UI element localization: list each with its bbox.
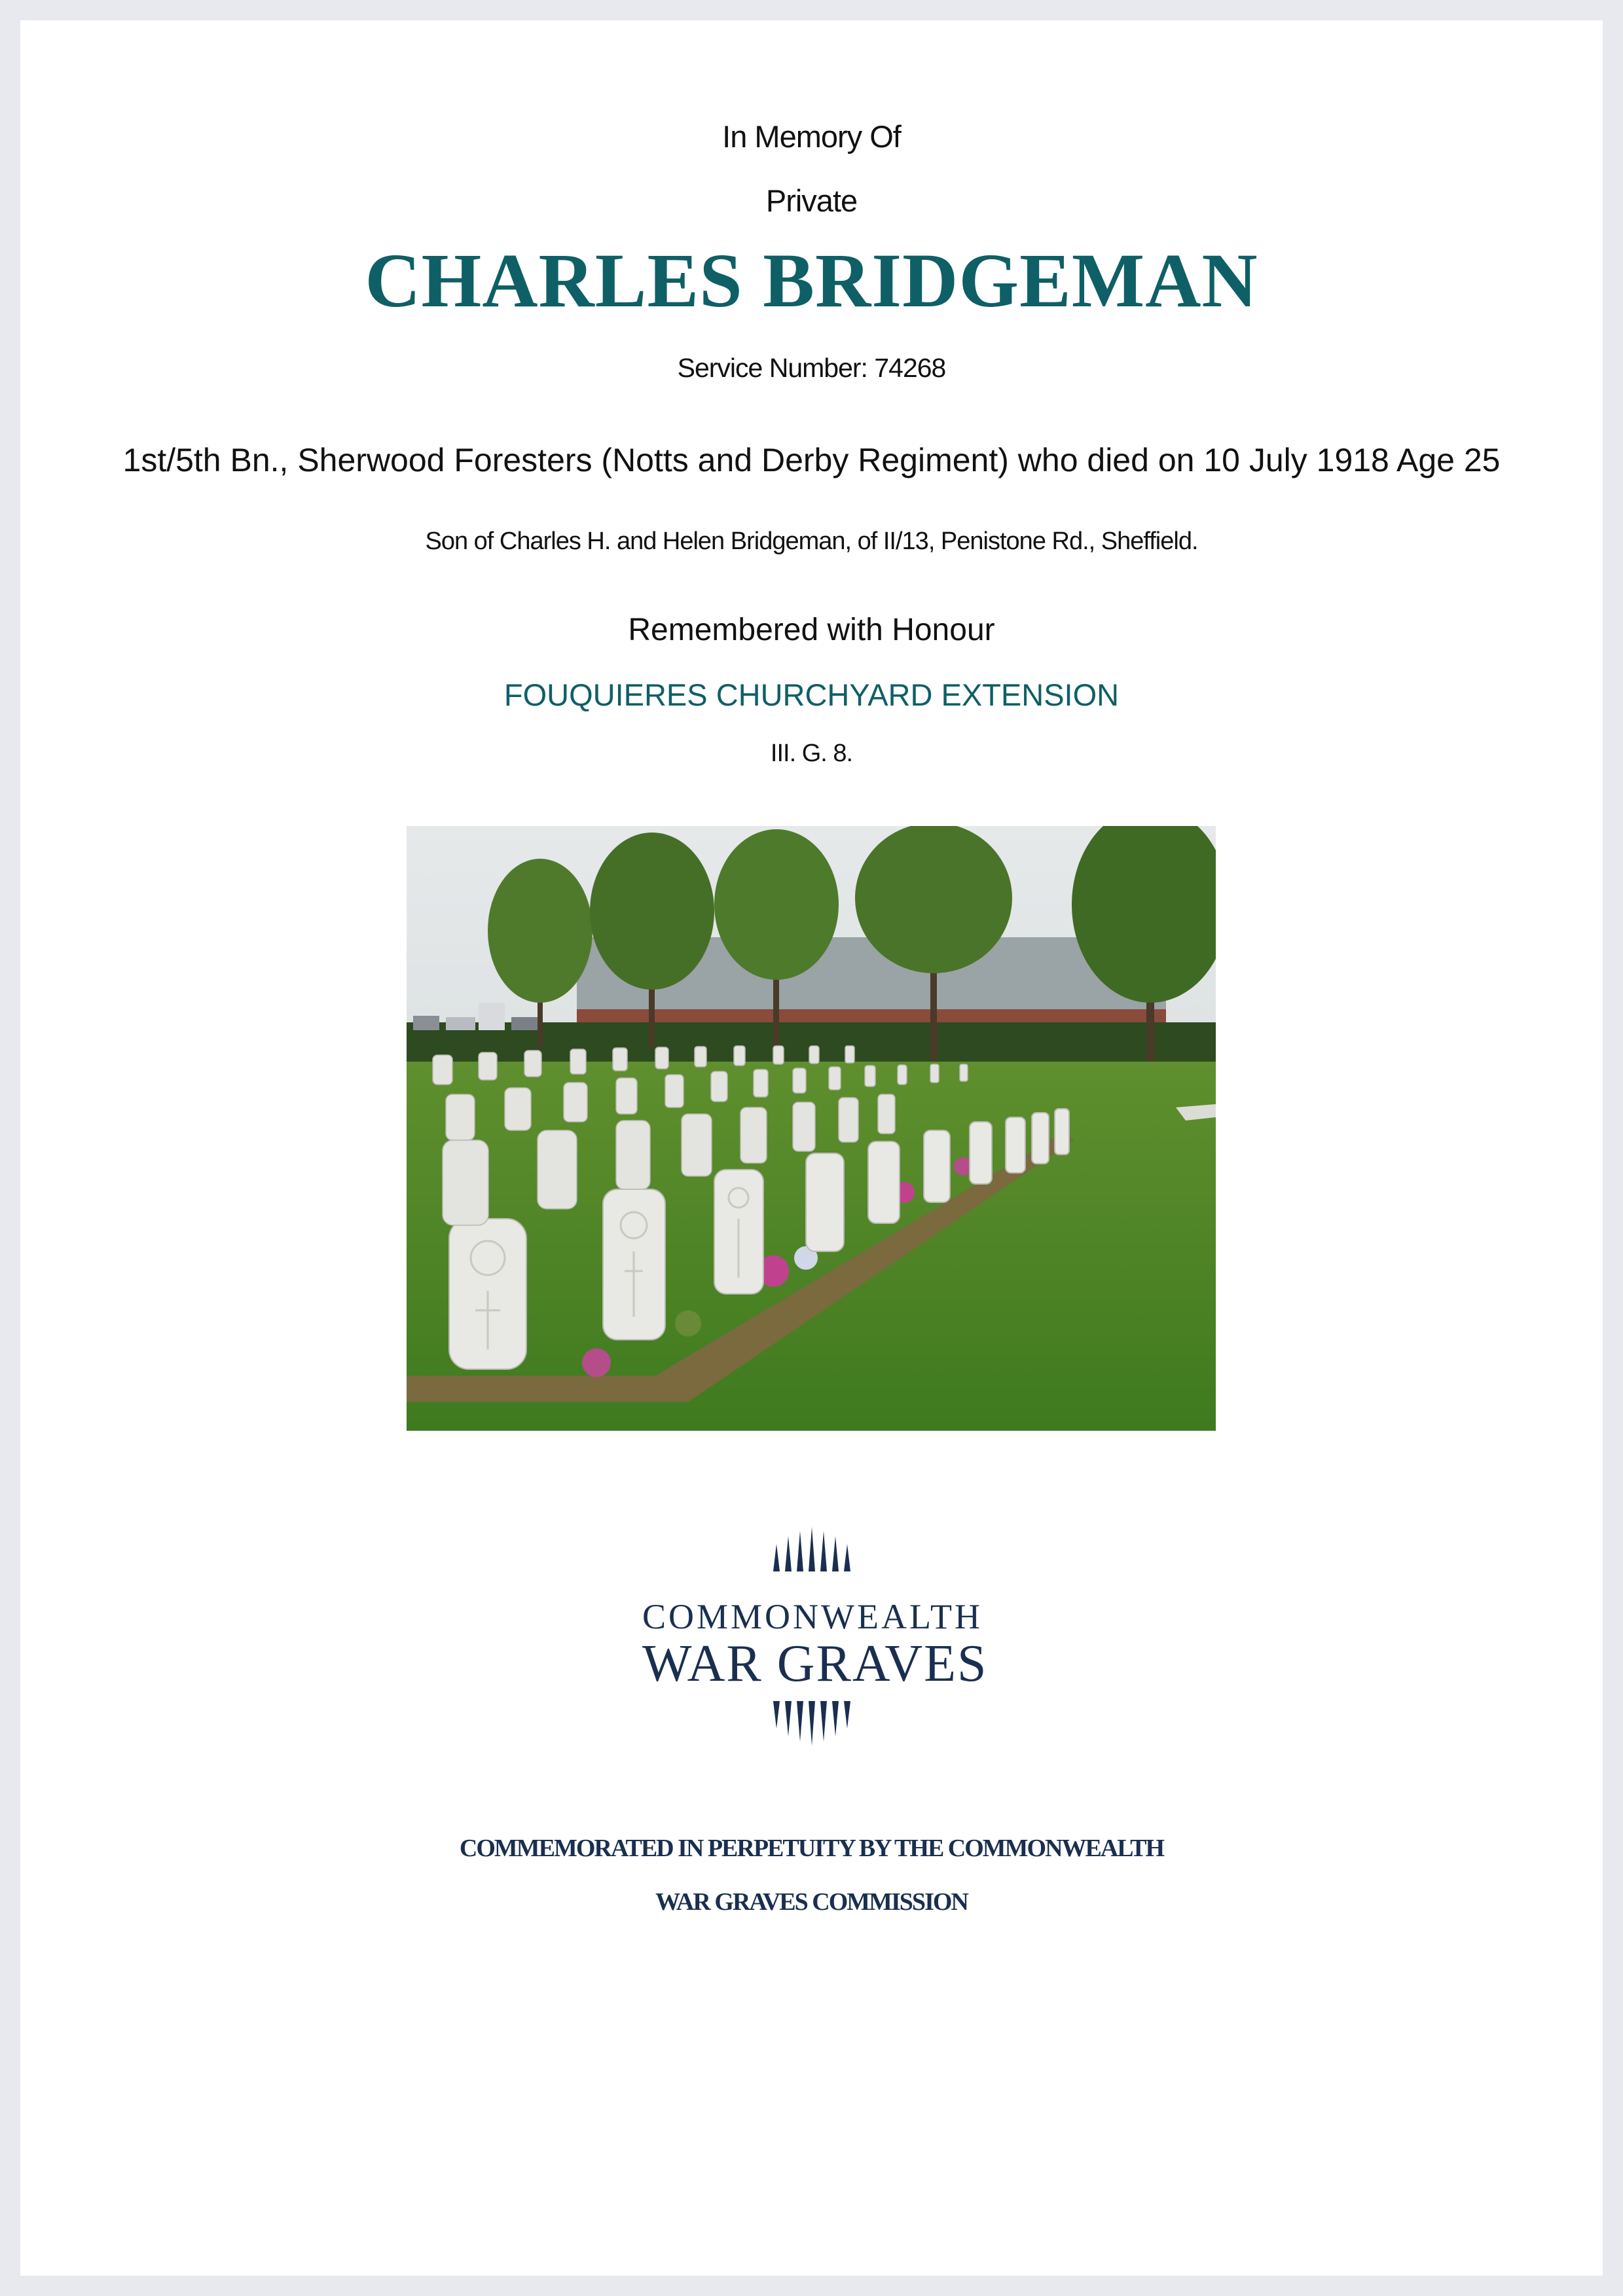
logo-text-commonwealth: COMMONWEALTH (642, 1597, 983, 1636)
family-details: Son of Charles H. and Helen Bridgeman, of II/13, Penistone Rd., Sheffield. (425, 528, 1198, 555)
cemetery-photo (407, 826, 1216, 1431)
service-number: Service Number: 74268 (677, 353, 946, 383)
logo-bottom-bars (642, 1700, 981, 1746)
grave-reference: III. G. 8. (770, 740, 853, 767)
logo-text-war-graves: WAR GRAVES (642, 1635, 988, 1693)
soldier-name: CHARLES BRIDGEMAN (365, 238, 1258, 323)
unit-and-death-details: 1st/5th Bn., Sherwood Foresters (Notts and Derby Regiment) who died on 10 July 1918 Age 25 (122, 442, 1501, 478)
commemoration-line-2: WAR GRAVES COMMISSION (655, 1888, 968, 1916)
logo-top-bars (642, 1527, 981, 1573)
cemetery-photo-illustration (407, 826, 1216, 1431)
cwgc-logo (642, 1519, 988, 1745)
remembered-with-honour: Remembered with Honour (628, 613, 995, 647)
commemoration-line-1: COMMEMORATED IN PERPETUITY BY THE COMMONWEALTH (459, 1835, 1164, 1862)
certificate-page (20, 20, 1603, 2276)
rank: Private (765, 183, 858, 218)
in-memory-heading: In Memory Of (722, 119, 901, 154)
cemetery-name: FOUQUIERES CHURCHYARD EXTENSION (503, 677, 1120, 712)
